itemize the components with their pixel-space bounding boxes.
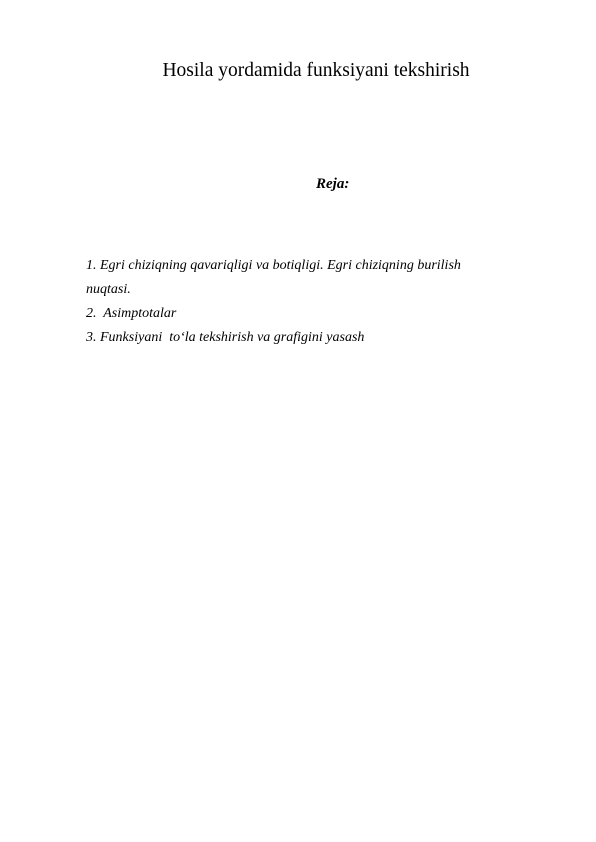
plan-item-2: 2. Asimptotalar bbox=[86, 306, 177, 321]
plan-item-1-line-2: nuqtasi. bbox=[86, 282, 131, 297]
plan-heading: Reja: bbox=[316, 176, 350, 192]
plan-list bbox=[86, 254, 526, 350]
plan-item-3: 3. Funksiyani to‘la tekshirish va grafigini yasash bbox=[86, 330, 365, 345]
document-title: Hosila yordamida funksiyani tekshirish bbox=[162, 60, 470, 81]
plan-item-1-line-1: 1. Egri chiziqning qavariqligi va botiqligi. Egri chiziqning burilish bbox=[86, 258, 461, 273]
